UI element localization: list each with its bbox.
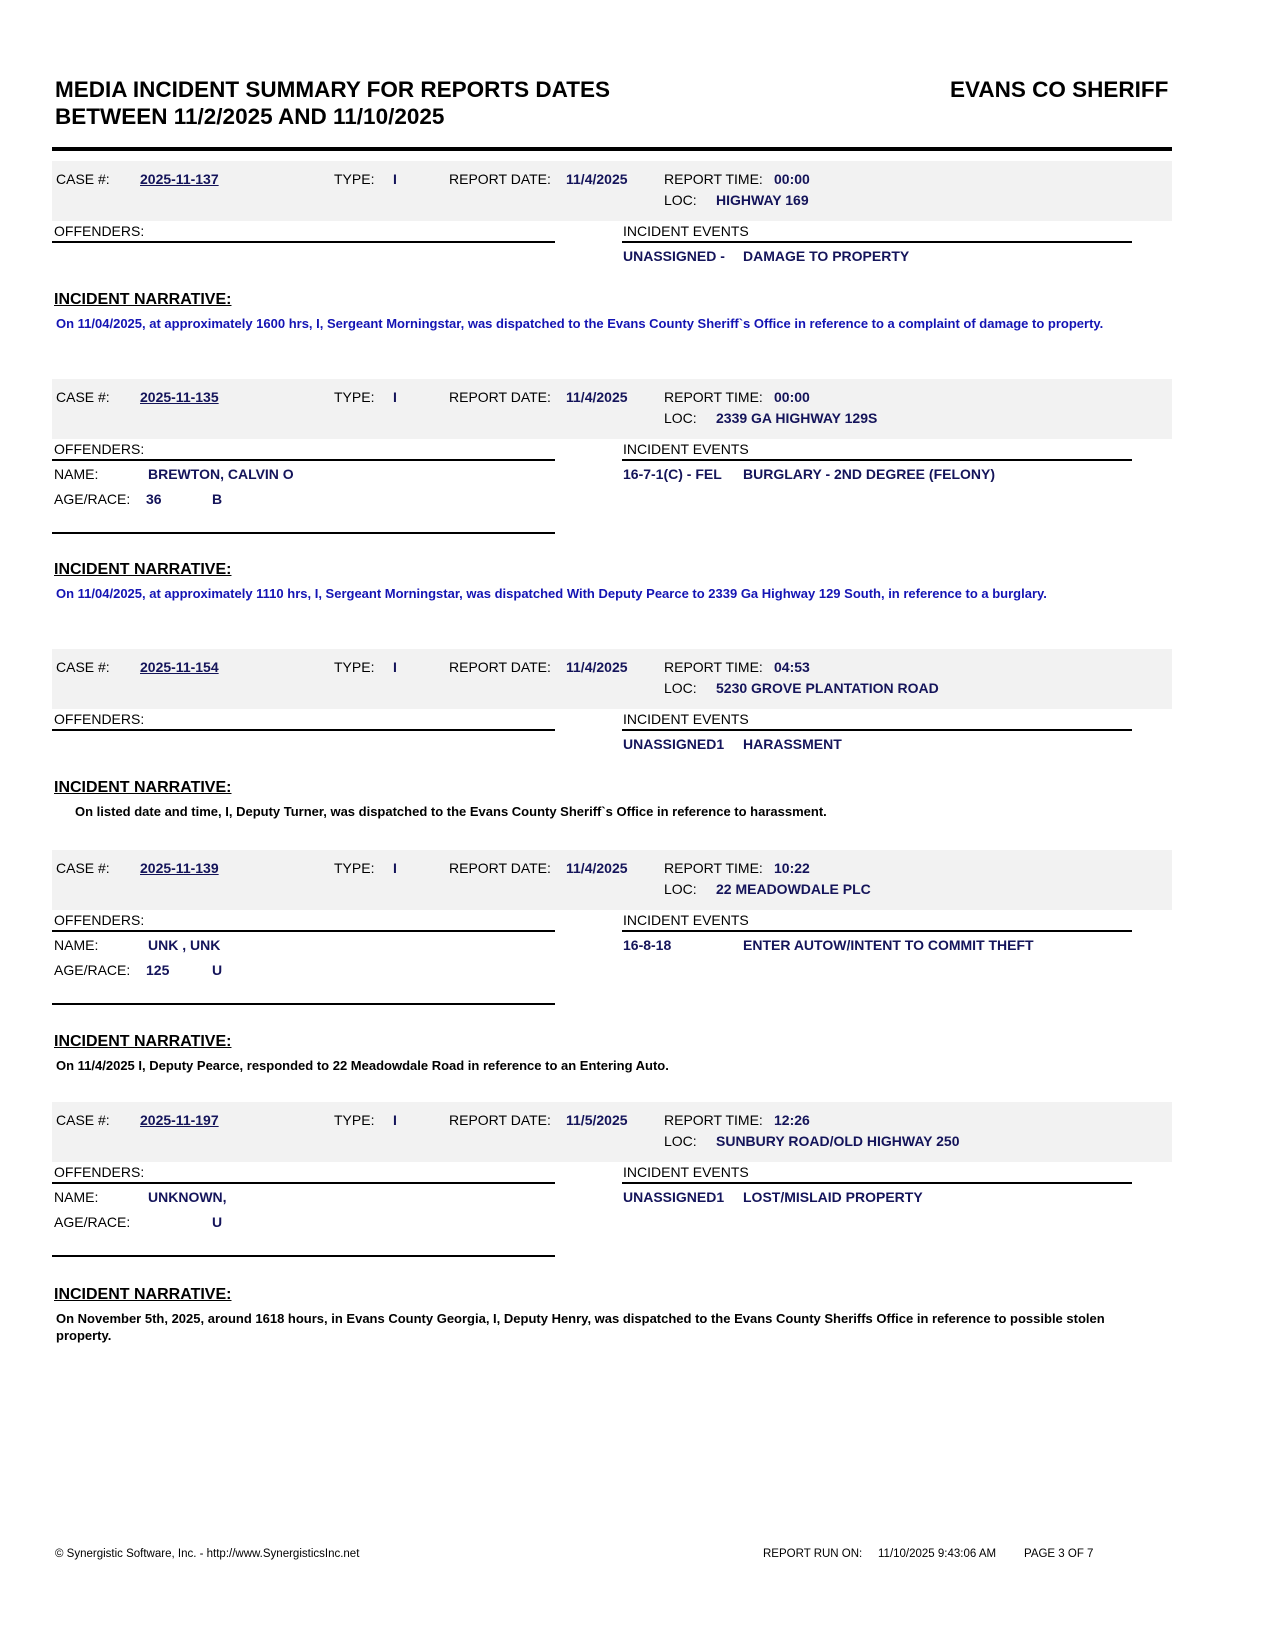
report-time-value: 04:53 bbox=[774, 659, 810, 675]
case-number-link[interactable]: 2025-11-154 bbox=[140, 659, 219, 675]
event-code: UNASSIGNED1 bbox=[623, 1189, 725, 1205]
event-description: ENTER AUTOW/INTENT TO COMMIT THEFT bbox=[743, 937, 1034, 953]
report-time-label: REPORT TIME: bbox=[664, 860, 763, 876]
report-date-label: REPORT DATE: bbox=[449, 860, 551, 876]
offender-age-race-label: AGE/RACE: bbox=[54, 962, 131, 978]
footer-run-label: REPORT RUN ON: bbox=[763, 1548, 863, 1560]
agency-name: EVANS CO SHERIFF bbox=[950, 77, 1169, 102]
event-code: UNASSIGNED - bbox=[623, 248, 725, 264]
case-header-band bbox=[52, 850, 1172, 910]
incident-events-label: INCIDENT EVENTS bbox=[623, 1164, 749, 1180]
offender-name-label: NAME: bbox=[54, 937, 99, 953]
event-description: DAMAGE TO PROPERTY bbox=[743, 248, 910, 264]
case-number-link[interactable]: 2025-11-197 bbox=[140, 1112, 219, 1128]
type-label: TYPE: bbox=[334, 389, 375, 405]
report-date-label: REPORT DATE: bbox=[449, 389, 551, 405]
incident-narrative-text: On 11/04/2025, at approximately 1600 hrs, I, Sergeant Morningstar, was dispatched to the Evans County Sheriff`s Office in reference to a complaint of damage to property. bbox=[56, 316, 1104, 331]
offender-race: U bbox=[212, 962, 223, 978]
loc-value: 22 MEADOWDALE PLC bbox=[716, 881, 871, 897]
report-date-label: REPORT DATE: bbox=[449, 171, 551, 187]
offenders-rule bbox=[52, 241, 555, 243]
case-number-link[interactable]: 2025-11-139 bbox=[140, 860, 219, 876]
type-value: I bbox=[393, 1112, 397, 1128]
report-date-value: 11/4/2025 bbox=[566, 171, 628, 187]
offender-age: 125 bbox=[146, 962, 170, 978]
offender-name: UNK , UNK bbox=[148, 937, 221, 953]
report-time-value: 12:26 bbox=[774, 1112, 810, 1128]
case-number-label: CASE #: bbox=[56, 171, 110, 187]
offender-bottom-rule bbox=[52, 1003, 555, 1005]
report-time-label: REPORT TIME: bbox=[664, 171, 763, 187]
case-number-label: CASE #: bbox=[56, 1112, 110, 1128]
type-value: I bbox=[393, 389, 397, 405]
report-time-value: 00:00 bbox=[774, 389, 810, 405]
loc-label: LOC: bbox=[664, 680, 697, 696]
offender-bottom-rule bbox=[52, 1255, 555, 1257]
type-label: TYPE: bbox=[334, 659, 375, 675]
case-number-link[interactable]: 2025-11-135 bbox=[140, 389, 219, 405]
case-number-label: CASE #: bbox=[56, 659, 110, 675]
type-value: I bbox=[393, 171, 397, 187]
event-code: 16-7-1(C) - FEL bbox=[623, 466, 722, 482]
offender-name-label: NAME: bbox=[54, 466, 99, 482]
report-title-line2: BETWEEN 11/2/2025 AND 11/10/2025 bbox=[55, 104, 445, 129]
case-number-label: CASE #: bbox=[56, 860, 110, 876]
offender-name: BREWTON, CALVIN O bbox=[148, 466, 294, 482]
incident-events-rule bbox=[622, 459, 1132, 461]
incident-narrative-heading: INCIDENT NARRATIVE: bbox=[54, 779, 232, 796]
offenders-label: OFFENDERS: bbox=[54, 223, 145, 239]
incident-narrative-heading: INCIDENT NARRATIVE: bbox=[54, 1033, 232, 1050]
offender-age-race-label: AGE/RACE: bbox=[54, 1214, 131, 1230]
incident-narrative-heading: INCIDENT NARRATIVE: bbox=[54, 561, 232, 578]
offenders-label: OFFENDERS: bbox=[54, 441, 145, 457]
incident-events-rule bbox=[622, 930, 1132, 932]
footer-run-value: 11/10/2025 9:43:06 AM bbox=[878, 1548, 997, 1560]
incident-events-rule bbox=[622, 241, 1132, 243]
event-description: HARASSMENT bbox=[743, 736, 842, 752]
report-time-label: REPORT TIME: bbox=[664, 389, 763, 405]
offender-name-label: NAME: bbox=[54, 1189, 99, 1205]
incident-narrative-heading: INCIDENT NARRATIVE: bbox=[54, 291, 232, 308]
incident-events-label: INCIDENT EVENTS bbox=[623, 223, 749, 239]
offenders-rule bbox=[52, 729, 555, 731]
type-label: TYPE: bbox=[334, 171, 375, 187]
loc-label: LOC: bbox=[664, 410, 697, 426]
type-label: TYPE: bbox=[334, 860, 375, 876]
loc-label: LOC: bbox=[664, 1133, 697, 1149]
offenders-rule bbox=[52, 1182, 555, 1184]
report-time-value: 00:00 bbox=[774, 171, 810, 187]
incident-events-rule bbox=[622, 1182, 1132, 1184]
header-divider bbox=[52, 147, 1172, 151]
loc-label: LOC: bbox=[664, 192, 697, 208]
case-number-label: CASE #: bbox=[56, 389, 110, 405]
report-time-label: REPORT TIME: bbox=[664, 1112, 763, 1128]
incident-events-label: INCIDENT EVENTS bbox=[623, 711, 749, 727]
case-block bbox=[52, 161, 1172, 341]
footer-copyright: © Synergistic Software, Inc. - http://www.SynergisticsInc.net bbox=[55, 1548, 360, 1560]
incident-narrative-text: On 11/4/2025 I, Deputy Pearce, responded to 22 Meadowdale Road in reference to an Entering Auto. bbox=[56, 1058, 669, 1073]
offenders-label: OFFENDERS: bbox=[54, 1164, 145, 1180]
case-header-band bbox=[52, 161, 1172, 221]
loc-value: 5230 GROVE PLANTATION ROAD bbox=[716, 680, 939, 696]
report-time-value: 10:22 bbox=[774, 860, 810, 876]
loc-value: 2339 GA HIGHWAY 129S bbox=[716, 410, 878, 426]
incident-narrative-heading: INCIDENT NARRATIVE: bbox=[54, 1286, 232, 1303]
report-title-line1: MEDIA INCIDENT SUMMARY FOR REPORTS DATES bbox=[55, 77, 611, 102]
incident-narrative-text: On November 5th, 2025, around 1618 hours, in Evans County Georgia, I, Deputy Henry, was dispatched to the Evans County Sheriffs Office in reference to possible stolen property. bbox=[56, 1311, 1105, 1343]
report-date-value: 11/4/2025 bbox=[566, 659, 628, 675]
report-date-value: 11/4/2025 bbox=[566, 389, 628, 405]
loc-value: HIGHWAY 169 bbox=[716, 192, 809, 208]
case-block bbox=[52, 649, 1172, 829]
report-date-value: 11/4/2025 bbox=[566, 860, 628, 876]
offenders-rule bbox=[52, 930, 555, 932]
report-time-label: REPORT TIME: bbox=[664, 659, 763, 675]
loc-value: SUNBURY ROAD/OLD HIGHWAY 250 bbox=[716, 1133, 960, 1149]
offender-name: UNKNOWN, bbox=[148, 1189, 227, 1205]
report-title bbox=[55, 76, 610, 130]
case-block bbox=[52, 379, 1172, 559]
case-header-band bbox=[52, 1102, 1172, 1162]
incident-narrative-text: On listed date and time, I, Deputy Turner, was dispatched to the Evans County Sheriff`s Office in reference to harassment. bbox=[75, 804, 827, 819]
report-date-label: REPORT DATE: bbox=[449, 659, 551, 675]
offenders-rule bbox=[52, 459, 555, 461]
offender-bottom-rule bbox=[52, 532, 555, 534]
offender-race: B bbox=[212, 491, 223, 507]
event-code: 16-8-18 bbox=[623, 937, 672, 953]
event-description: BURGLARY - 2ND DEGREE (FELONY) bbox=[743, 466, 996, 482]
offender-race: U bbox=[212, 1214, 223, 1230]
incident-events-rule bbox=[622, 729, 1132, 731]
case-header-band bbox=[52, 649, 1172, 709]
case-header-band bbox=[52, 379, 1172, 439]
report-date-value: 11/5/2025 bbox=[566, 1112, 628, 1128]
footer-page-number: PAGE 3 OF 7 bbox=[1024, 1548, 1094, 1560]
offender-age: 36 bbox=[146, 491, 162, 507]
type-value: I bbox=[393, 860, 397, 876]
event-description: LOST/MISLAID PROPERTY bbox=[743, 1189, 923, 1205]
case-number-link[interactable]: 2025-11-137 bbox=[140, 171, 219, 187]
incident-events-label: INCIDENT EVENTS bbox=[623, 912, 749, 928]
incident-events-label: INCIDENT EVENTS bbox=[623, 441, 749, 457]
offenders-label: OFFENDERS: bbox=[54, 912, 145, 928]
loc-label: LOC: bbox=[664, 881, 697, 897]
case-block bbox=[52, 1102, 1172, 1282]
report-date-label: REPORT DATE: bbox=[449, 1112, 551, 1128]
type-value: I bbox=[393, 659, 397, 675]
incident-narrative-text: On 11/04/2025, at approximately 1110 hrs, I, Sergeant Morningstar, was dispatched With Deputy Pearce to 2339 Ga Highway 129 South, in reference to a burglary. bbox=[56, 586, 1047, 601]
event-code: UNASSIGNED1 bbox=[623, 736, 725, 752]
type-label: TYPE: bbox=[334, 1112, 375, 1128]
case-block bbox=[52, 850, 1172, 1030]
offender-age-race-label: AGE/RACE: bbox=[54, 491, 131, 507]
offenders-label: OFFENDERS: bbox=[54, 711, 145, 727]
